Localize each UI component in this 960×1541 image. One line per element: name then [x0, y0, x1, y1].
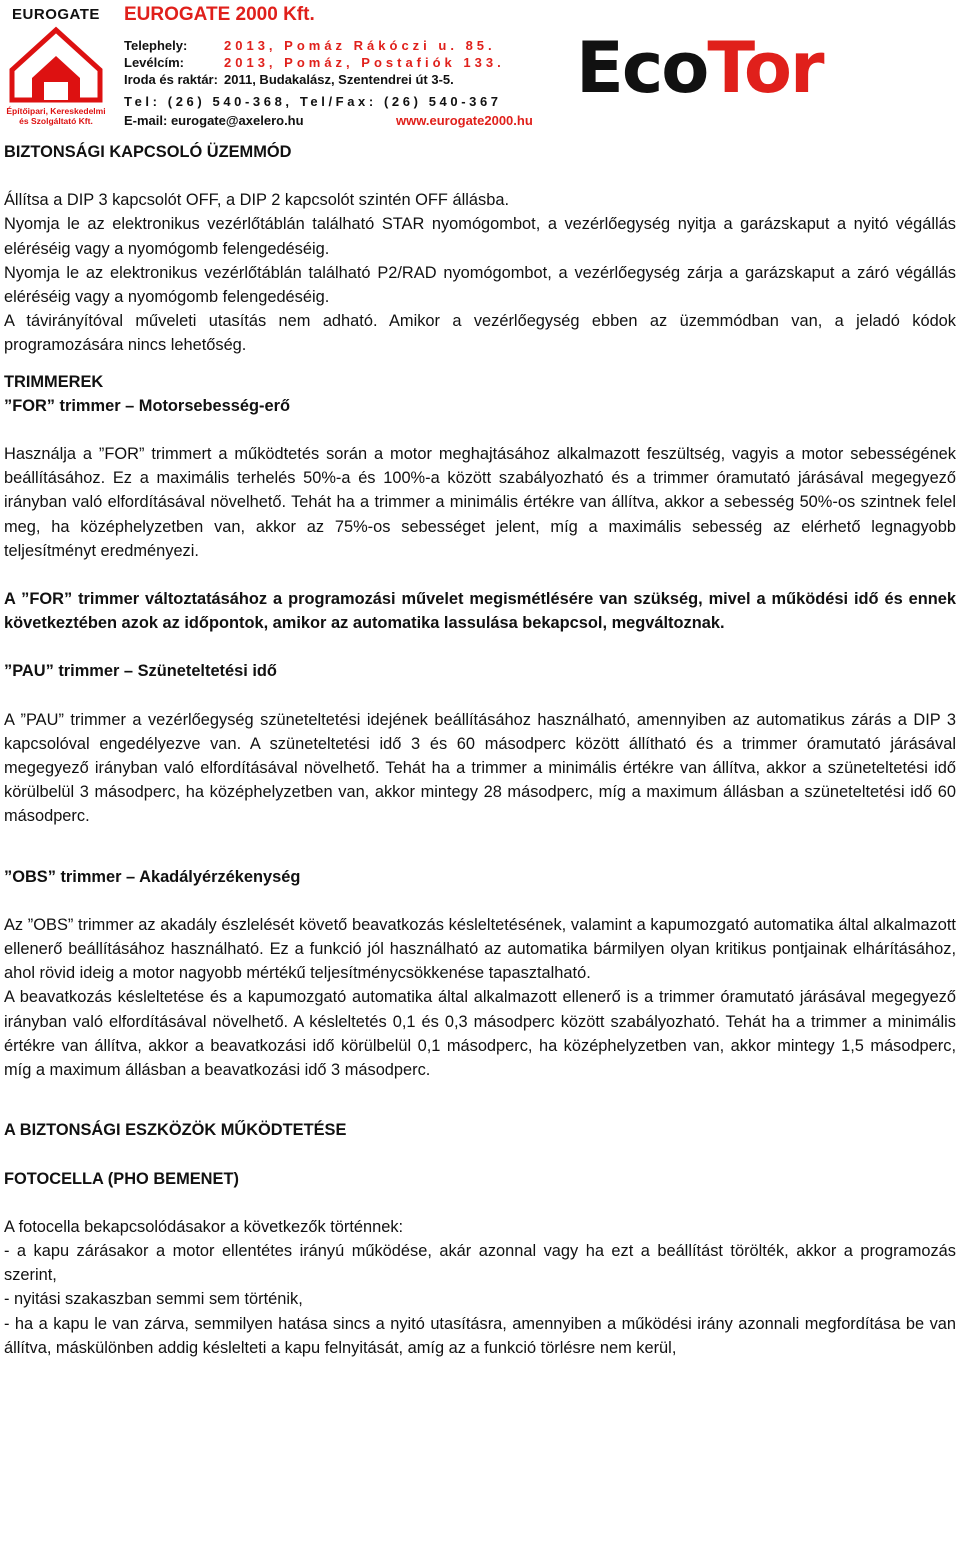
office-value: 2011, Budakalász, Szentendrei út 3-5.	[224, 72, 454, 87]
paragraph: Nyomja le az elektronikus vezérlőtáblán található P2/RAD nyomógombot, a vezérlőegység zárja a garázskaput a záró végállás eléréséig vagy a nyomógomb felengedéséig.	[4, 263, 956, 307]
post-address-row	[124, 55, 505, 70]
paragraph: Az ”OBS” trimmer az akadály észlelését követő beavatkozás késleltetésének, valamint a kapumozgató automatika által alkalmazott ellenerő beállításához használható. Ez a funkció jól használható az automatika bármilyen olyan kritikus pontjainak elhárításához, ahol rövid ideig a motor nagyobb mértékű teljesítménycsökkenése tapasztalható.	[4, 915, 956, 983]
site-label: Telephely:	[124, 38, 188, 53]
section-heading: FOTOCELLA (PHO BEMENET)	[4, 1169, 239, 1188]
post-value: 2013, Pomáz, Postafiók 133.	[224, 55, 505, 70]
brand-part-black: Eco	[576, 27, 708, 109]
letterhead	[0, 0, 960, 132]
section-heading: TRIMMEREK	[4, 372, 104, 391]
paragraph: Használja a ”FOR” trimmert a működtetés során a motor meghajtásához alkalmazott feszültség, vagyis a motor sebességének beállításához. Ez a maximális terhelés 50%-a és 100%-a között szabályozható és a trimmer óramutató járásával megegyező irányban való elfordításával növelhető. Tehát ha a trimmer a minimális értékre van állítva, akkor a sebesség 50%-os szintnek felel meg, ha középhelyzetben van, akkor az 75%-os sebességet jelent, míg a maximális sebesség az elérhető legnagyobb teljesítményt eredményezi.	[4, 445, 956, 560]
email-row: E-mail: eurogate@axelero.hu	[124, 113, 304, 128]
phone-row: Tel: (26) 540-368, Tel/Fax: (26) 540-367	[124, 94, 502, 109]
subsection-heading: ”FOR” trimmer – Motorsebesség-erő	[4, 396, 290, 415]
list-item: - nyitási szakaszban semmi sem történik,	[4, 1290, 303, 1309]
paragraph: A ”PAU” trimmer a vezérlőegység szüneteltetési idejének beállításához használható, amennyiben az automatikus zárás a DIP 3 kapcsolóval engedélyezve van. A szüneteltetési idő 3 és 60 másodperc között állítható és a trimmer óramutató járásával megegyező irányban való elfordításával növelhető. Tehát ha a trimmer a minimális értékre van állítva, akkor a szüneteltetési idő körülbelül 3 másodperc, ha középhelyzetben van, akkor mintegy 28 másodperc, míg a maximum állásban a szüneteltetési idő 60 másodperc.	[4, 710, 956, 826]
logo-subtitle	[2, 106, 110, 126]
list-item: - a kapu zárásakor a motor ellentétes irányú működése, akár azonnal vagy ha ezt a beállítást törölték, akkor a programozás szerint,	[4, 1241, 956, 1285]
logo-subtitle-line1: Építőipari, Kereskedelmi	[6, 106, 106, 116]
subsection-heading: ”OBS” trimmer – Akadályérzékenység	[4, 867, 301, 886]
subsection-heading: ”PAU” trimmer – Szüneteltetési idő	[4, 662, 277, 681]
office-address-row	[124, 72, 454, 87]
company-logo	[2, 4, 110, 132]
paragraph: A távirányítóval műveleti utasítás nem adható. Amikor a vezérlőegység ebben az üzemmódban van, a jeladó kódok programozására nincs lehetőség.	[4, 312, 956, 355]
document-body	[4, 140, 956, 1360]
paragraph: Állítsa a DIP 3 kapcsolót OFF, a DIP 2 kapcsolót szintén OFF állásba.	[4, 191, 509, 210]
paragraph: Nyomja le az elektronikus vezérlőtáblán található STAR nyomógombot, a vezérlőegység nyitja a garázskaput a nyitó végállás eléréséig vagy a nyomógomb felengedéséig.	[4, 215, 956, 258]
website-link[interactable]: www.eurogate2000.hu	[396, 113, 533, 128]
post-label: Levélcím:	[124, 55, 184, 70]
section-heading: A BIZTONSÁGI ESZKÖZÖK MŰKÖDTETÉSE	[4, 1121, 347, 1140]
site-address-row	[124, 38, 496, 53]
brand-part-red: Tor	[707, 27, 823, 109]
logo-subtitle-line2: és Szolgáltató Kft.	[19, 116, 93, 126]
logo-title: EUROGATE	[12, 6, 100, 23]
office-label: Iroda és raktár:	[124, 72, 218, 87]
section-heading: BIZTONSÁGI KAPCSOLÓ ÜZEMMÓD	[4, 143, 292, 161]
paragraph-bold: A ”FOR” trimmer változtatásához a programozási művelet megismétlésére van szükség, mivel a működési idő és ennek következtében azok az időpontok, amikor az automatika lassulása bekapcsol, megváltoznak.	[4, 590, 956, 633]
list-item: - ha a kapu le van zárva, semmilyen hatása sincs a nyitó utasításra, amennyiben a működési irány azonnali megfordítása be van állítva, máskülönben addig késlelteti a kapu felnyitását, amíg az a funkció törlésre nem kerül,	[4, 1314, 956, 1357]
company-name: EUROGATE 2000 Kft.	[124, 4, 315, 25]
site-value: 2013, Pomáz Rákóczi u. 85.	[224, 38, 496, 53]
ecotor-brand-logo	[576, 28, 822, 108]
paragraph: A beavatkozás késleltetése és a kapumozgató automatika által alkalmazott ellenerő is a trimmer óramutató járásával megegyező irányban való elfordításával növelhető. A késleltetés 0,1 és 0,3 másodperc között szabályozható. Tehát ha a trimmer a minimális értékre van állítva, akkor a beavatkozási idő körülbelül 0,1 másodperc, ha középhelyzetben van, akkor mintegy 1,5 másodperc, míg a maximum állásban a beavatkozási idő 3 másodperc.	[4, 988, 956, 1080]
paragraph: A fotocella bekapcsolódásakor a következők történnek:	[4, 1217, 404, 1236]
